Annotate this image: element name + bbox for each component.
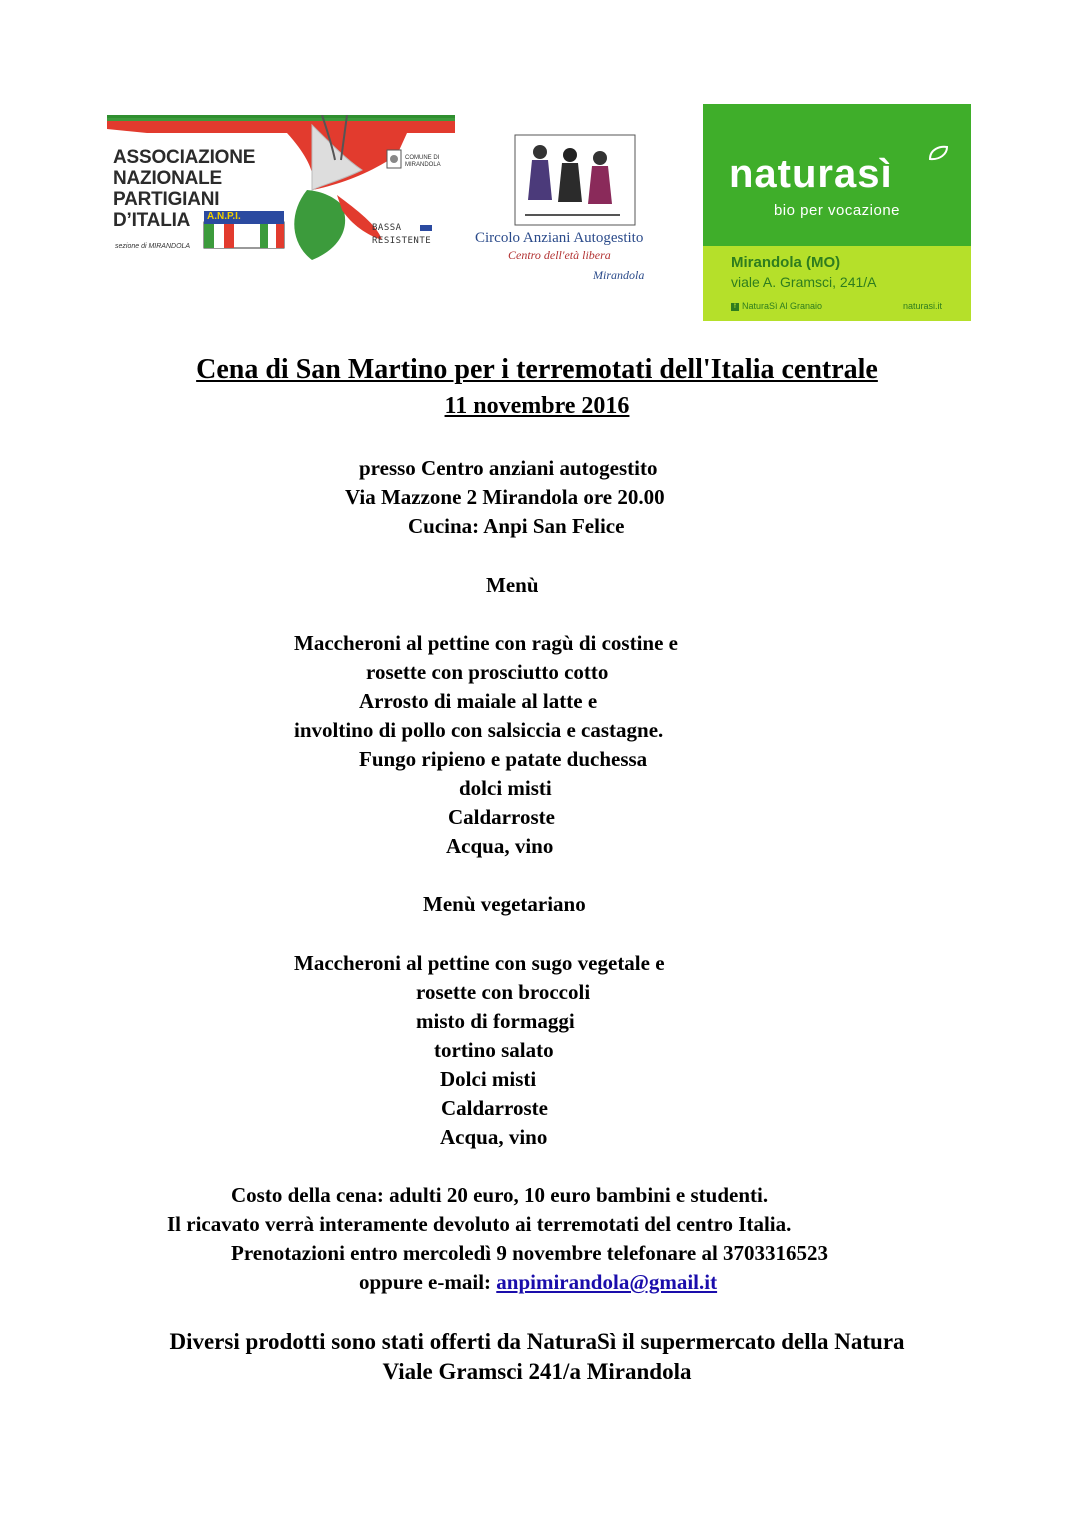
footer-line2: Viale Gramsci 241/a Mirandola	[382, 1359, 692, 1384]
menu-item: Arrosto di maiale al latte e	[359, 689, 598, 713]
footer-line1: Diversi prodotti sono stati offerti da NaturaSì il supermercato della Natura	[169, 1329, 905, 1354]
anpi-section: sezione di MIRANDOLA	[115, 243, 191, 250]
proceeds-info: Il ricavato verrà interamente devoluto ai terremotati del centro Italia.	[167, 1212, 792, 1236]
venue-line3: Cucina: Anpi San Felice	[408, 514, 625, 538]
venue-line2: Via Mazzone 2 Mirandola ore 20.00	[345, 485, 665, 509]
naturasi-city: Mirandola (MO)	[731, 254, 841, 271]
anpi-name-line2: NAZIONALE	[113, 168, 223, 189]
veg-menu-item: misto di formaggi	[416, 1009, 575, 1033]
anpi-name-line3: PARTIGIANI	[113, 189, 220, 210]
naturasi-facebook-label: NaturaSì Al Granaio	[742, 301, 823, 311]
menu-item: rosette con prosciutto cotto	[366, 660, 609, 684]
comune-label: COMUNE DI MIRANDOLA	[405, 155, 441, 168]
veg-menu-item: rosette con broccoli	[416, 980, 591, 1004]
bassa-label: BASSA	[372, 223, 402, 233]
naturasi-tagline: bio per vocazione	[773, 202, 901, 219]
naturasi-facebook	[731, 301, 822, 311]
naturasi-brand: naturasì	[729, 152, 893, 196]
anpi-name-line1: ASSOCIAZIONE	[113, 147, 256, 168]
menu-item: Maccheroni al pettine con ragù di costine e	[294, 631, 678, 655]
anpi-name-line4: D’ITALIA	[113, 210, 191, 231]
circolo-name: Circolo Anziani Autogestito	[475, 230, 644, 246]
menu-heading: Menù	[486, 573, 539, 597]
email-link[interactable]: anpimirandola@gmail.it	[496, 1270, 718, 1294]
menu-item: Fungo ripieno e patate duchessa	[359, 747, 648, 771]
veg-menu-item: Acqua, vino	[440, 1125, 548, 1149]
circolo-logo	[470, 130, 675, 290]
page-title: Cena di San Martino per i terremotati dell'Italia centrale	[196, 354, 878, 385]
facebook-icon: f	[731, 303, 739, 311]
menu-item: Acqua, vino	[446, 834, 554, 858]
veg-menu-item: tortino salato	[434, 1038, 554, 1062]
event-date: 11 novembre 2016	[444, 393, 630, 419]
circolo-city: Mirandola	[593, 268, 645, 282]
booking-info: Prenotazioni entro mercoledì 9 novembre telefonare al 3703316523	[231, 1241, 829, 1265]
naturasi-address: viale A. Gramsci, 241/A	[731, 274, 877, 290]
resistente-label: RESISTENTE	[372, 236, 432, 246]
venue-line1: presso Centro anziani autogestito	[359, 456, 658, 480]
anpi-logo	[107, 115, 455, 265]
veg-menu-heading: Menù vegetariano	[423, 892, 586, 916]
anpi-badge: A.N.P.I.	[207, 211, 241, 222]
cost-info: Costo della cena: adulti 20 euro, 10 euro bambini e studenti.	[231, 1183, 769, 1207]
veg-menu-item: Dolci misti	[440, 1067, 537, 1091]
circolo-subtitle: Centro dell'età libera	[508, 248, 611, 262]
menu-item: involtino di pollo con salsiccia e castagne.	[294, 718, 664, 742]
menu-item: dolci misti	[459, 776, 552, 800]
veg-menu-item: Maccheroni al pettine con sugo vegetale e	[294, 951, 665, 975]
circolo-figures-graphic	[470, 130, 675, 230]
email-line	[359, 1269, 717, 1295]
veg-menu-item: Caldarroste	[441, 1096, 548, 1120]
menu-item: Caldarroste	[448, 805, 555, 829]
email-prefix: oppure e-mail:	[359, 1270, 497, 1294]
naturasi-logo	[703, 104, 971, 321]
naturasi-site: naturasi.it	[903, 301, 943, 311]
leaf-icon	[925, 144, 955, 164]
